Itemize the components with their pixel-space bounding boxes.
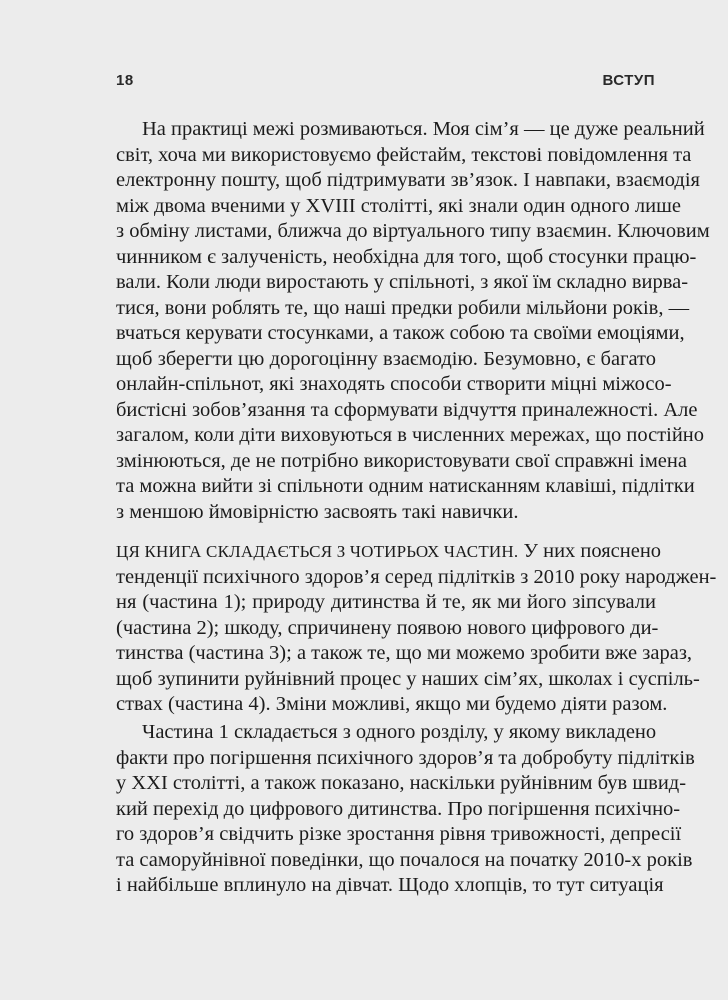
paragraph-line: вали. Коли люди виростають у спільноті, з якої їм складно вирва- — [116, 271, 689, 293]
small-caps-lead-in: ЦЯ КНИГА СКЛАДАЄТЬСЯ З ЧОТИРЬОХ ЧАСТИН. — [116, 542, 519, 561]
paragraph-line: щоб зберегти цю дорогоцінну взаємодію. Безумовно, є багато — [116, 347, 656, 370]
paragraph-line: та можна вийти зі спільноти одним натисканням клавіші, підлітки — [116, 475, 695, 497]
paragraph-line: загалом, коли діти виховуються в численних мережах, що постійно — [116, 424, 705, 446]
paragraph-line: світ, хоча ми використовуємо фейстайм, текстові повідомлення та — [116, 143, 692, 166]
paragraph-line: і найбільше вплинуло на дівчат. Щодо хлопців, то тут ситуація — [116, 874, 664, 896]
paragraph-line: з меншою ймовірністю засвоять такі навички. — [116, 500, 519, 523]
paragraph-line: факти про погіршення психічного здоров’я та добробуту підлітків — [116, 746, 695, 769]
paragraph-line: онлайн-спільнот, які знаходять способи створити міцні міжосо- — [116, 373, 672, 395]
paragraph-2 — [116, 539, 717, 718]
paragraph-line: бистісні зобов’язання та сформувати відчуття приналежності. Але — [116, 398, 698, 421]
paragraph-line: змінюються, де не потрібно використовувати свої справжні імена — [116, 449, 687, 472]
paragraph-line: го здоров’я свідчить різке зростання рівня тривожності, депресії — [116, 823, 682, 845]
paragraph-line: вчаться керувати стосунками, а також собою та своїми емоціями, — [116, 322, 685, 344]
paragraph-line: тенденції психічного здоров’я серед підлітків з 2010 року народжен- — [116, 565, 717, 588]
paragraph-3 — [116, 720, 695, 899]
paragraph-line: чинником є залученість, необхідна для того, щоб стосунки працю- — [116, 245, 697, 268]
paragraph-line: та саморуйнівної поведінки, що почалося на початку 2010-х років — [116, 848, 693, 871]
paragraph-line: електронну пошту, щоб підтримувати зв’язок. І навпаки, взаємодія — [116, 169, 700, 191]
paragraph-line: у XXI столітті, а також показано, наскільки руйнівним був швид- — [116, 772, 687, 794]
paragraph-1 — [116, 117, 710, 525]
paragraph-line: ня (частина 1); природу дитинства й те, як ми його зіпсували — [116, 591, 656, 613]
paragraph-line: з обміну листами, ближча до віртуального типу взаємин. Ключовим — [116, 220, 710, 242]
paragraph-line — [116, 539, 662, 565]
paragraph-line: ствах (частина 4). Зміни можливі, якщо ми будемо діяти разом. — [116, 693, 668, 715]
line-text: У них пояснено — [518, 540, 662, 562]
paragraph-line: Частина 1 складається з одного розділу, у якому викладено — [142, 721, 657, 743]
paragraph-line: між двома вченими у XVIII столітті, які знали один одного лише — [116, 194, 682, 217]
running-head: ВСТУП — [602, 72, 655, 89]
paragraph-line: тися, вони роблять те, що наші предки робили мільйони років, — — [116, 296, 690, 319]
page-number: 18 — [116, 72, 134, 89]
paragraph-line: кий перехід до цифрового дитинства. Про погіршення психічно- — [116, 797, 681, 820]
paragraph-line: тинства (частина 3); а також те, що ми можемо зробити вже зараз, — [116, 642, 693, 664]
paragraph-line: На практиці межі розмиваються. Моя сім’я — це дуже реальний — [142, 118, 705, 140]
paragraph-line: щоб зупинити руйнівний процес у наших сім’ях, школах і суспіль- — [116, 667, 700, 690]
paragraph-line: (частина 2); шкоду, спричинену появою нового цифрового ди- — [116, 616, 659, 639]
